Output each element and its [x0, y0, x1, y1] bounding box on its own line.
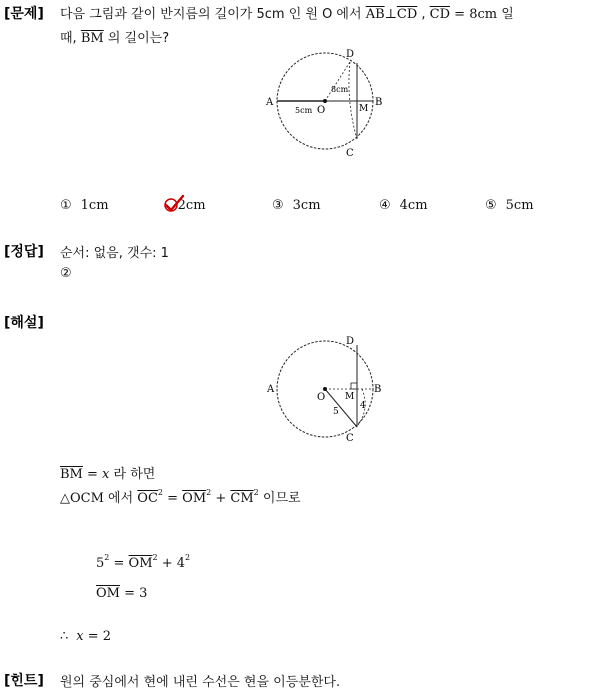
answer-line-2: ② [60, 266, 72, 281]
eq1-eq: = [109, 556, 129, 571]
segment-cd: $\overline{CD}$ [396, 7, 418, 22]
hint-tag: [힌트] [4, 673, 44, 689]
expl-eq-line-2 [96, 586, 147, 601]
expl-plus: + [211, 491, 231, 506]
expl-text-2a: △OCM 에서 [60, 491, 138, 506]
label-a-2: A [267, 384, 275, 395]
expl-eq: = [82, 467, 103, 482]
label-o-2: O [317, 392, 326, 403]
expl-exp-cm: 2 [253, 488, 259, 497]
expl-seg-cm: $\overline{CM}$ [230, 491, 254, 506]
expl-line-2 [60, 487, 301, 506]
choice-2-text: 2cm [177, 198, 206, 213]
expl-exp-oc: 2 [157, 488, 163, 497]
expl-x: x [102, 467, 110, 482]
expl-seg-om: $\overline{OM}$ [182, 491, 207, 506]
label-d: D [346, 49, 355, 60]
expl-seg-bm: $\overline{BM}$ [60, 467, 83, 482]
label-m: M [359, 104, 369, 114]
segment-cd-2: $\overline{CD}$ [429, 7, 451, 22]
problem-text-2b: 의 길이는? [103, 31, 170, 46]
label-m-2: M [345, 392, 355, 402]
expl-eq-2: = [163, 491, 183, 506]
label-4: 4 [360, 401, 366, 411]
label-b: B [375, 97, 383, 108]
expl-eq-line-1 [96, 553, 191, 571]
segment-bm: $\overline{BM}$ [80, 31, 104, 46]
label-5: 5 [333, 407, 339, 417]
eq1-om: $\overline{OM}$ [128, 556, 153, 571]
choice-1-number: ① [60, 198, 72, 213]
conc-x: x [76, 629, 84, 644]
center-dot-2 [323, 387, 327, 391]
choice-1-text: 1cm [80, 198, 109, 213]
expl-text-2b: 이므로 [258, 491, 301, 506]
conc-rest: = 2 [83, 629, 112, 644]
label-8cm: 8cm [331, 85, 349, 94]
eq1-exp-om: 2 [152, 553, 158, 562]
choice-3-number: ③ [272, 198, 284, 213]
problem-text-2a: 때, [60, 31, 81, 46]
explanation-tag: [해설] [4, 315, 44, 331]
problem-text-1b: , [417, 7, 430, 22]
hint-text: 원의 중심에서 현에 내린 수선은 현을 이등분한다. [60, 675, 341, 690]
answer-line-1: 순서: 없음, 갯수: 1 [60, 246, 169, 261]
choice-4-text: 4cm [399, 198, 428, 213]
right-angle-mark [351, 383, 357, 389]
problem-text-1a: 다음 그림과 같이 반지름의 길이가 5cm 인 원 O 에서 [60, 7, 366, 22]
choice-3-text: 3cm [292, 198, 321, 213]
expl-exp-om: 2 [206, 488, 212, 497]
choice-4-number: ④ [379, 198, 391, 213]
label-a: A [266, 97, 274, 108]
problem-tag: [문제] [4, 6, 44, 22]
eq1-plus-four: + 4 [157, 556, 186, 571]
segment-ab: $\overline{AB}$ [365, 7, 385, 22]
perp-symbol: ⊥ [384, 7, 397, 22]
eq1-five: 5 [96, 556, 105, 571]
expl-conclusion [60, 629, 111, 644]
eq1-exp-a: 2 [104, 553, 110, 562]
answer-tag: [정답] [4, 244, 44, 260]
eq1-exp-4: 2 [185, 553, 191, 562]
expl-line-1 [60, 463, 155, 482]
label-b-2: B [374, 384, 382, 395]
choice-5-text: 5cm [505, 198, 534, 213]
expl-text-1: 라 하면 [109, 467, 156, 482]
choice-5-number: ⑤ [485, 198, 497, 213]
label-5cm: 5cm [295, 106, 313, 115]
problem-text-1c: = 8cm 일 [450, 7, 514, 22]
eq2-om: $\overline{OM}$ [96, 586, 120, 601]
label-c: C [346, 148, 354, 159]
label-d-2: D [346, 336, 355, 347]
eq2-rest: = 3 [119, 586, 148, 601]
therefore-symbol: ∴ [60, 629, 69, 644]
label-o: O [317, 105, 326, 116]
label-c-2: C [346, 433, 354, 444]
expl-seg-oc: $\overline{OC}$ [137, 491, 158, 506]
